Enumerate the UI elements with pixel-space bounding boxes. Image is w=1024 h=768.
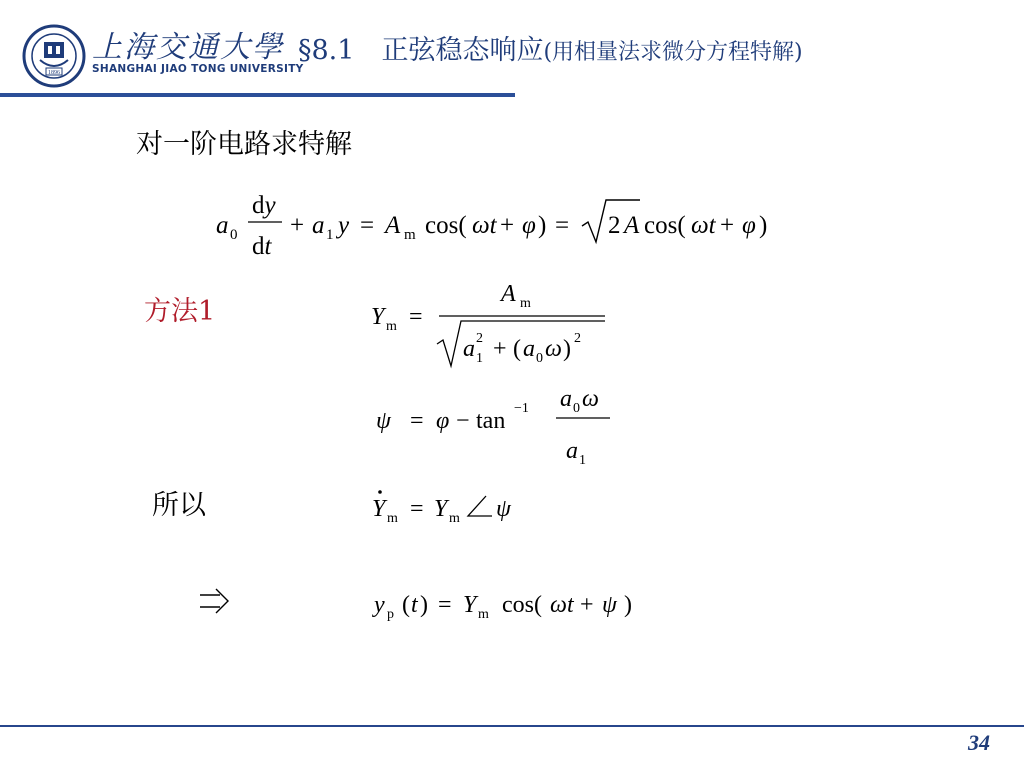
svg-text:1: 1 xyxy=(326,227,334,243)
svg-text:φ: φ xyxy=(522,212,536,239)
svg-text:a: a xyxy=(566,438,578,464)
svg-text:+: + xyxy=(290,212,305,239)
equation-phase xyxy=(370,382,620,468)
svg-text:m: m xyxy=(449,511,460,526)
equation-particular-solution xyxy=(370,584,670,628)
equation-differential xyxy=(210,186,820,264)
svg-text:dy: dy xyxy=(252,192,276,219)
svg-text:=: = xyxy=(410,408,424,434)
logo-wordmark: 上海交通大學 xyxy=(92,30,284,65)
svg-text:): ) xyxy=(420,592,428,618)
title-main: §8.1 正弦稳态响应 xyxy=(298,35,544,66)
svg-text:φ: φ xyxy=(742,212,756,239)
svg-text:p: p xyxy=(387,607,394,622)
svg-text:φ: φ xyxy=(436,408,450,434)
header-rule xyxy=(0,93,515,97)
svg-text:ψ: ψ xyxy=(496,496,511,522)
svg-text:m: m xyxy=(478,607,489,622)
svg-text:Y: Y xyxy=(434,496,448,522)
svg-text:m: m xyxy=(387,511,398,526)
svg-text:0: 0 xyxy=(230,227,238,243)
svg-text:a: a xyxy=(523,336,535,362)
svg-text:): ) xyxy=(538,212,547,239)
svg-text:m: m xyxy=(386,319,397,334)
svg-text:dt: dt xyxy=(252,233,272,260)
method-one-label: 方法1 xyxy=(144,296,216,327)
svg-text:2: 2 xyxy=(476,331,483,346)
svg-text:Y: Y xyxy=(372,496,386,522)
svg-text:+: + xyxy=(720,212,735,239)
svg-text:Y: Y xyxy=(463,592,477,618)
equation-phasor xyxy=(368,482,528,528)
svg-text:=: = xyxy=(360,212,375,239)
svg-text:1: 1 xyxy=(579,453,586,468)
svg-text:y: y xyxy=(338,212,350,239)
title-parenthetical: (用相量法求微分方程特解) xyxy=(543,40,803,65)
seal-year: 1896 xyxy=(48,70,60,76)
svg-text:cos(: cos( xyxy=(644,212,686,239)
svg-text:tan: tan xyxy=(476,408,506,434)
svg-text:a: a xyxy=(560,386,572,412)
therefore-label: 所以 xyxy=(152,490,206,521)
svg-text:(: ( xyxy=(402,592,410,618)
svg-text:+: + xyxy=(580,592,594,618)
svg-text:ψ: ψ xyxy=(376,408,391,434)
university-seal-icon xyxy=(22,24,86,88)
svg-text:cos(: cos( xyxy=(502,592,542,618)
implies-arrow-icon xyxy=(198,586,232,616)
svg-text:Y: Y xyxy=(371,304,385,330)
svg-text:(: ( xyxy=(513,336,521,362)
svg-text:A: A xyxy=(385,212,401,239)
svg-text:m: m xyxy=(404,227,416,243)
svg-text:−1: −1 xyxy=(514,401,529,416)
svg-text:t: t xyxy=(411,592,418,618)
svg-text:A: A xyxy=(501,281,516,307)
svg-text:a: a xyxy=(216,212,229,239)
svg-text:y: y xyxy=(374,592,385,618)
slide-title xyxy=(298,28,803,67)
svg-text:+: + xyxy=(493,336,507,362)
footer-rule xyxy=(0,725,1024,727)
svg-text:=: = xyxy=(410,496,424,522)
logo-english-name: SHANGHAI JIAO TONG UNIVERSITY xyxy=(92,63,304,75)
svg-text:ωt: ωt xyxy=(691,212,716,239)
svg-text:=: = xyxy=(438,592,452,618)
svg-text:A: A xyxy=(624,212,640,239)
svg-text:0: 0 xyxy=(536,351,543,366)
svg-text:2: 2 xyxy=(574,331,581,346)
svg-text:+: + xyxy=(500,212,515,239)
svg-text:=: = xyxy=(409,304,423,330)
svg-text:0: 0 xyxy=(573,401,580,416)
svg-text:): ) xyxy=(759,212,768,239)
page-number: 34 xyxy=(968,730,990,755)
svg-text:ψ: ψ xyxy=(602,592,617,618)
svg-text:m: m xyxy=(520,296,531,311)
svg-text:a: a xyxy=(312,212,325,239)
svg-text:ω: ω xyxy=(582,386,599,412)
svg-text:−: − xyxy=(456,408,470,434)
equation-magnitude xyxy=(365,276,615,374)
svg-text:): ) xyxy=(563,336,571,362)
svg-text:a: a xyxy=(463,336,475,362)
svg-text:): ) xyxy=(624,592,632,618)
svg-text:ωt: ωt xyxy=(472,212,497,239)
svg-text:ωt: ωt xyxy=(550,592,574,618)
svg-text:2: 2 xyxy=(608,212,621,239)
svg-text:cos(: cos( xyxy=(425,212,467,239)
svg-text:ω: ω xyxy=(545,336,562,362)
svg-text:=: = xyxy=(555,212,570,239)
slide-subtitle: 对一阶电路求特解 xyxy=(136,129,352,160)
svg-text:1: 1 xyxy=(476,351,483,366)
